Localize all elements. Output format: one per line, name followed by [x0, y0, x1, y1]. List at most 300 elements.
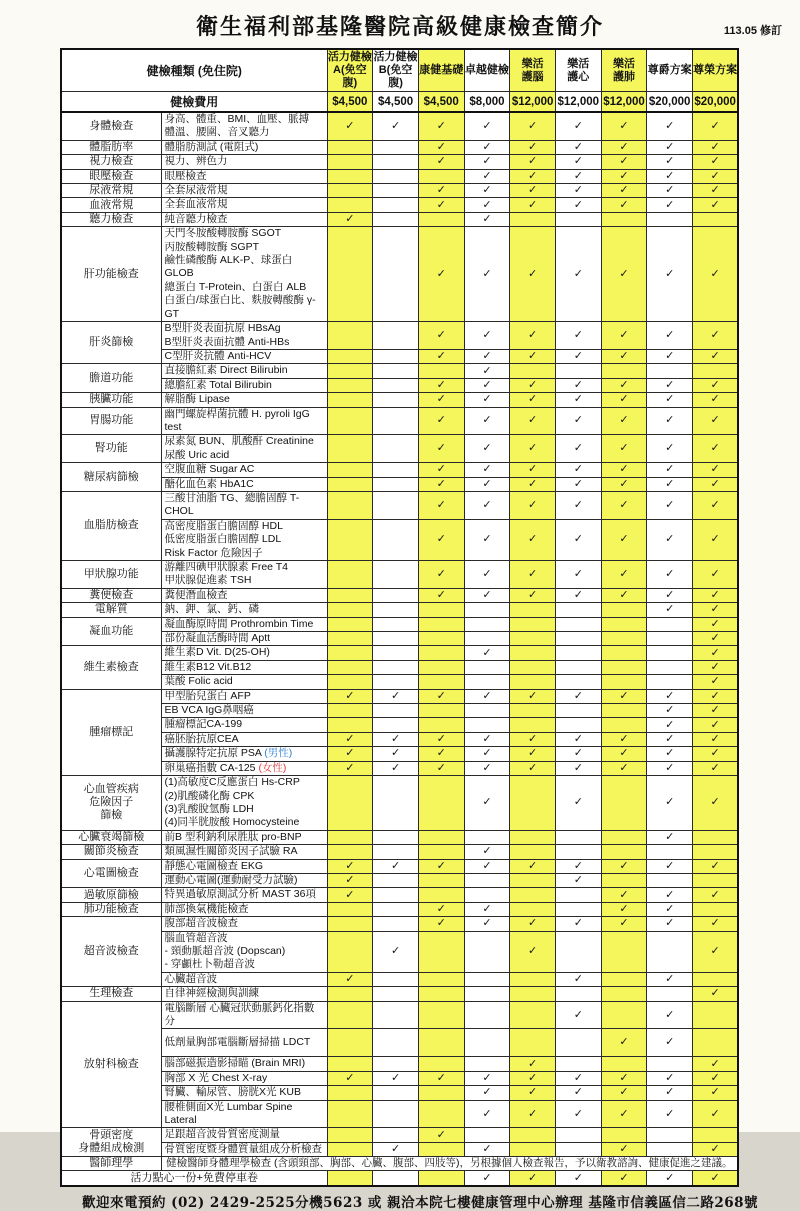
check-cell: ✓	[464, 646, 510, 660]
item-line: 總膽紅素 Total Bilirubin	[164, 378, 272, 391]
check-cell: ✓	[510, 349, 556, 363]
empty-cell	[647, 660, 693, 674]
empty-cell	[464, 1001, 510, 1029]
check-cell: ✓	[693, 660, 739, 674]
empty-cell	[555, 675, 601, 689]
empty-cell	[510, 603, 556, 617]
item-line: 腰椎側面X光 Lumbar Spine Lateral	[164, 1100, 293, 1127]
empty-cell	[510, 646, 556, 660]
empty-cell	[464, 931, 510, 972]
check-cell: ✓	[510, 227, 556, 322]
item-cell	[161, 845, 327, 859]
check-cell: ✓	[555, 407, 601, 435]
check-cell: ✓	[464, 155, 510, 169]
item-cell	[161, 561, 327, 589]
empty-cell	[555, 888, 601, 902]
check-cell: ✓	[693, 491, 739, 519]
empty-cell	[327, 588, 373, 602]
check-cell: ✓	[464, 212, 510, 226]
empty-cell	[601, 632, 647, 646]
gender-note: (男性)	[264, 747, 293, 760]
item-cell	[161, 646, 327, 660]
empty-cell	[464, 704, 510, 718]
plan-header-line: 護心	[567, 70, 590, 83]
check-cell: ✓	[510, 378, 556, 392]
plan-header-2	[373, 49, 419, 92]
empty-cell	[510, 1001, 556, 1029]
check-cell: ✓	[510, 1100, 556, 1128]
check-cell: ✓	[647, 888, 693, 902]
empty-cell	[555, 931, 601, 972]
empty-cell	[373, 169, 419, 183]
item-line: B型肝炎表面抗體 Anti-HBs	[164, 335, 290, 348]
check-cell: ✓	[693, 1100, 739, 1128]
check-cell: ✓	[647, 349, 693, 363]
item-cell	[161, 378, 327, 392]
check-cell: ✓	[693, 477, 739, 491]
check-cell: ✓	[418, 227, 464, 322]
empty-cell	[373, 830, 419, 844]
check-cell: ✓	[510, 1057, 556, 1071]
category-cell	[61, 830, 161, 844]
empty-cell	[510, 987, 556, 1001]
check-cell: ✓	[693, 393, 739, 407]
check-cell: ✓	[647, 378, 693, 392]
item-line: (4)同半胱胺酸 Homocysteine	[164, 816, 300, 829]
check-cell: ✓	[693, 617, 739, 631]
price-cell-1: $4,500	[327, 92, 373, 113]
category-cell	[61, 407, 161, 435]
check-cell: ✓	[601, 1142, 647, 1156]
check-cell: ✓	[373, 732, 419, 746]
check-cell: ✓	[373, 859, 419, 873]
category-cell	[61, 917, 161, 987]
empty-cell	[464, 987, 510, 1001]
empty-cell	[647, 617, 693, 631]
check-cell: ✓	[647, 322, 693, 350]
check-cell: ✓	[555, 477, 601, 491]
check-cell: ✓	[327, 689, 373, 703]
check-cell: ✓	[647, 603, 693, 617]
check-cell: ✓	[510, 140, 556, 154]
document-header	[0, 0, 800, 44]
check-cell: ✓	[464, 1086, 510, 1100]
empty-cell	[647, 931, 693, 972]
empty-cell	[373, 1001, 419, 1029]
check-cell: ✓	[693, 184, 739, 198]
check-cell: ✓	[601, 747, 647, 761]
check-cell: ✓	[647, 227, 693, 322]
check-cell: ✓	[555, 1071, 601, 1085]
item-line: 尿酸 Uric acid	[164, 448, 230, 461]
empty-cell	[373, 463, 419, 477]
empty-cell	[327, 169, 373, 183]
empty-cell	[647, 632, 693, 646]
check-cell: ✓	[601, 140, 647, 154]
empty-cell	[510, 845, 556, 859]
empty-cell	[510, 873, 556, 887]
item-cell	[161, 519, 327, 560]
check-cell: ✓	[464, 1142, 510, 1156]
check-cell: ✓	[693, 1142, 739, 1156]
item-cell	[161, 617, 327, 631]
empty-cell	[647, 873, 693, 887]
empty-cell	[647, 1142, 693, 1156]
empty-cell	[510, 1128, 556, 1142]
check-cell: ✓	[510, 588, 556, 602]
item-line: - 穿顱杜卜勒超音波	[164, 958, 255, 971]
item-line: 白蛋白/球蛋白比、麩胺轉酸酶 γ-GT	[164, 294, 316, 320]
check-cell: ✓	[555, 561, 601, 589]
empty-cell	[373, 1057, 419, 1071]
category-line: 超音波檢查	[83, 945, 139, 958]
check-cell: ✓	[647, 155, 693, 169]
empty-cell	[373, 718, 419, 732]
empty-cell	[373, 704, 419, 718]
empty-cell	[647, 987, 693, 1001]
empty-cell	[693, 1001, 739, 1029]
check-cell: ✓	[647, 704, 693, 718]
empty-cell	[373, 435, 419, 463]
check-cell: ✓	[464, 519, 510, 560]
empty-cell	[327, 845, 373, 859]
check-cell: ✓	[418, 588, 464, 602]
item-cell	[161, 917, 327, 931]
check-cell: ✓	[373, 112, 419, 140]
empty-cell	[373, 1128, 419, 1142]
check-cell: ✓	[510, 477, 556, 491]
check-cell: ✓	[418, 184, 464, 198]
plan-header-line: 活力健檢	[373, 51, 418, 63]
bonus-row-label: 活力點心一份+免費停車卷	[61, 1171, 327, 1187]
check-cell: ✓	[510, 761, 556, 775]
item-cell	[161, 1029, 327, 1057]
category-line: 維生素檢查	[83, 661, 139, 674]
check-cell: ✓	[555, 747, 601, 761]
check-cell: ✓	[693, 747, 739, 761]
check-cell: ✓	[373, 1142, 419, 1156]
plan-header-line: 尊爵方案	[647, 64, 692, 76]
check-cell: ✓	[510, 169, 556, 183]
item-line: 低密度脂蛋白膽固醇 LDL	[164, 533, 282, 546]
check-cell: ✓	[601, 1029, 647, 1057]
empty-cell	[327, 227, 373, 322]
item-line: (2)肌酸磷化酶 CPK	[164, 789, 255, 802]
item-cell	[161, 1100, 327, 1128]
check-cell: ✓	[601, 902, 647, 916]
check-cell: ✓	[510, 1086, 556, 1100]
item-cell	[161, 689, 327, 703]
check-cell: ✓	[693, 1071, 739, 1085]
price-cell-9: $20,000	[693, 92, 739, 113]
check-cell: ✓	[647, 169, 693, 183]
check-cell: ✓	[464, 364, 510, 378]
plan-header-9	[693, 49, 739, 92]
check-cell: ✓	[510, 155, 556, 169]
category-line: 腫瘤標記	[89, 725, 134, 738]
item-cell	[161, 463, 327, 477]
item-line: 游離四碘甲狀腺素 Free T4	[164, 561, 288, 573]
empty-cell	[601, 675, 647, 689]
empty-cell	[510, 212, 556, 226]
check-cell: ✓	[510, 859, 556, 873]
check-cell: ✓	[327, 761, 373, 775]
empty-cell	[601, 972, 647, 986]
check-cell: ✓	[647, 393, 693, 407]
empty-cell	[418, 1057, 464, 1071]
empty-cell	[510, 972, 556, 986]
empty-cell	[327, 349, 373, 363]
category-cell	[61, 987, 161, 1001]
plan-header-line: 護腦	[521, 70, 544, 83]
category-line: 血脂肪檢查	[83, 519, 139, 532]
check-cell: ✓	[464, 349, 510, 363]
empty-cell	[327, 1086, 373, 1100]
item-line: 鹼性磷酸酶 ALK-P、球蛋白 GLOB	[164, 254, 293, 280]
check-cell: ✓	[693, 689, 739, 703]
check-cell: ✓	[601, 1171, 647, 1187]
check-cell: ✓	[601, 378, 647, 392]
plan-header-line: 卓越健檢	[464, 64, 509, 76]
empty-cell	[601, 931, 647, 972]
check-cell: ✓	[464, 732, 510, 746]
empty-cell	[647, 646, 693, 660]
item-line: 骨質密度暨身體質量組成分析檢查	[164, 1142, 322, 1155]
check-cell: ✓	[693, 632, 739, 646]
item-line: 維生素D Vit. D(25-OH)	[164, 646, 270, 659]
empty-cell	[601, 845, 647, 859]
check-cell: ✓	[693, 322, 739, 350]
empty-cell	[327, 1142, 373, 1156]
check-cell: ✓	[464, 1100, 510, 1128]
empty-cell	[373, 646, 419, 660]
empty-cell	[327, 198, 373, 212]
price-cell-8: $20,000	[647, 92, 693, 113]
empty-cell	[418, 603, 464, 617]
empty-cell	[555, 845, 601, 859]
page-title: 衛生福利部基隆醫院高級健康檢查簡介	[195, 14, 605, 40]
empty-cell	[327, 155, 373, 169]
check-cell: ✓	[647, 198, 693, 212]
check-cell: ✓	[647, 491, 693, 519]
item-cell	[161, 1128, 327, 1142]
item-cell	[161, 140, 327, 154]
empty-cell	[373, 902, 419, 916]
empty-cell	[373, 349, 419, 363]
check-cell: ✓	[418, 435, 464, 463]
category-cell	[61, 169, 161, 183]
check-cell: ✓	[647, 407, 693, 435]
check-cell: ✓	[555, 972, 601, 986]
empty-cell	[373, 140, 419, 154]
check-cell: ✓	[601, 917, 647, 931]
item-cell	[161, 660, 327, 674]
price-cell-6: $12,000	[555, 92, 601, 113]
empty-cell	[418, 212, 464, 226]
check-cell: ✓	[464, 588, 510, 602]
empty-cell	[327, 660, 373, 674]
check-cell: ✓	[693, 732, 739, 746]
check-cell: ✓	[418, 859, 464, 873]
check-cell: ✓	[327, 212, 373, 226]
empty-cell	[510, 617, 556, 631]
price-cell-3: $4,500	[418, 92, 464, 113]
plan-header-line: 樂活	[567, 57, 590, 70]
item-line: 視力、辨色力	[164, 155, 228, 168]
check-cell: ✓	[418, 689, 464, 703]
empty-cell	[510, 1142, 556, 1156]
empty-cell	[418, 1086, 464, 1100]
category-cell	[61, 155, 161, 169]
empty-cell	[555, 1128, 601, 1142]
item-line: 解脂酶 Lipase	[164, 393, 230, 406]
empty-cell	[647, 1057, 693, 1071]
check-cell: ✓	[555, 184, 601, 198]
check-cell: ✓	[601, 859, 647, 873]
empty-cell	[327, 776, 373, 831]
empty-cell	[373, 198, 419, 212]
plan-header-7	[601, 49, 647, 92]
category-cell	[61, 112, 161, 140]
check-cell: ✓	[693, 1057, 739, 1071]
empty-cell	[464, 660, 510, 674]
item-line: 前B 型利鈉利尿胜肽 pro-BNP	[164, 830, 302, 843]
empty-cell	[555, 364, 601, 378]
check-cell: ✓	[464, 435, 510, 463]
item-cell	[161, 198, 327, 212]
empty-cell	[327, 435, 373, 463]
empty-cell	[327, 632, 373, 646]
item-cell	[161, 169, 327, 183]
check-cell: ✓	[693, 718, 739, 732]
empty-cell	[373, 675, 419, 689]
category-cell	[61, 227, 161, 322]
check-cell: ✓	[601, 689, 647, 703]
check-cell: ✓	[555, 378, 601, 392]
category-line: 放射科檢查	[83, 1058, 139, 1071]
item-line: 自律神經檢測與訓練	[164, 987, 259, 1000]
item-line: 身高、體重、BMI、血壓、脈搏	[164, 113, 310, 125]
check-cell: ✓	[464, 776, 510, 831]
empty-cell	[510, 660, 556, 674]
check-cell: ✓	[510, 519, 556, 560]
check-cell: ✓	[601, 393, 647, 407]
empty-cell	[373, 603, 419, 617]
empty-cell	[555, 704, 601, 718]
empty-cell	[647, 845, 693, 859]
empty-cell	[510, 830, 556, 844]
empty-cell	[464, 873, 510, 887]
check-cell: ✓	[601, 732, 647, 746]
category-cell	[61, 184, 161, 198]
category-line: 篩檢	[100, 809, 123, 822]
category-cell	[61, 617, 161, 646]
check-cell: ✓	[418, 561, 464, 589]
item-line: 維生素B12 Vit.B12	[164, 660, 252, 673]
item-cell	[161, 776, 327, 831]
check-cell: ✓	[647, 477, 693, 491]
check-cell: ✓	[418, 917, 464, 931]
empty-cell	[464, 1029, 510, 1057]
plan-header-line: B(免空腹)	[378, 64, 413, 89]
empty-cell	[693, 873, 739, 887]
check-cell: ✓	[464, 845, 510, 859]
plan-header-line: 護肺	[612, 70, 635, 83]
category-cell	[61, 561, 161, 589]
check-cell: ✓	[693, 155, 739, 169]
check-cell: ✓	[693, 227, 739, 322]
check-cell: ✓	[510, 435, 556, 463]
plan-header-1	[327, 49, 373, 92]
empty-cell	[373, 1100, 419, 1128]
check-cell: ✓	[464, 747, 510, 761]
empty-cell	[510, 632, 556, 646]
empty-cell	[373, 917, 419, 931]
item-line: EB VCA IgG鼻咽癌	[164, 704, 254, 717]
check-cell: ✓	[555, 227, 601, 322]
item-cell	[161, 112, 327, 140]
empty-cell	[418, 1142, 464, 1156]
empty-cell	[647, 364, 693, 378]
check-cell: ✓	[693, 112, 739, 140]
check-cell: ✓	[647, 435, 693, 463]
empty-cell	[373, 888, 419, 902]
empty-cell	[373, 617, 419, 631]
check-cell: ✓	[418, 393, 464, 407]
check-cell: ✓	[693, 859, 739, 873]
item-line: 葉酸 Folic acid	[164, 675, 233, 688]
check-cell: ✓	[555, 322, 601, 350]
item-cell	[161, 349, 327, 363]
plan-header-5	[510, 49, 556, 92]
empty-cell	[464, 675, 510, 689]
plan-header-line: 尊榮方案	[693, 64, 738, 76]
item-line: 部份凝血活酶時間 Aptt	[164, 632, 271, 645]
item-line: Risk Factor 危險因子	[164, 546, 263, 559]
empty-cell	[327, 987, 373, 1001]
check-cell: ✓	[647, 112, 693, 140]
item-line: 全套血液常規	[164, 198, 228, 211]
item-line: 腦部磁振造影掃瞄 (Brain MRI)	[164, 1057, 306, 1070]
item-cell	[161, 393, 327, 407]
empty-cell	[418, 632, 464, 646]
empty-cell	[327, 364, 373, 378]
item-line: 糞便潛血檢查	[164, 588, 228, 601]
check-cell: ✓	[647, 761, 693, 775]
item-line: 眼壓檢查	[164, 169, 207, 182]
item-line: 體脂肪測試 (電阻式)	[164, 140, 259, 153]
empty-cell	[418, 646, 464, 660]
category-line: 心血管疾病	[83, 783, 139, 796]
item-cell	[161, 632, 327, 646]
check-cell: ✓	[555, 393, 601, 407]
category-cell	[61, 859, 161, 888]
check-cell: ✓	[555, 169, 601, 183]
empty-cell	[693, 1029, 739, 1057]
item-cell	[161, 859, 327, 873]
check-cell: ✓	[510, 1071, 556, 1085]
check-cell: ✓	[464, 169, 510, 183]
item-line: 幽門螺旋桿菌抗體 H. pyroli IgG test	[164, 407, 310, 433]
check-cell: ✓	[464, 184, 510, 198]
item-line: 攝護腺特定抗原 PSA (男性)	[164, 747, 293, 760]
check-cell: ✓	[647, 718, 693, 732]
item-cell	[161, 364, 327, 378]
item-line: 尿素氮 BUN、肌酸酐 Creatinine	[164, 435, 314, 448]
check-cell: ✓	[601, 435, 647, 463]
check-cell: ✓	[510, 184, 556, 198]
empty-cell	[693, 902, 739, 916]
